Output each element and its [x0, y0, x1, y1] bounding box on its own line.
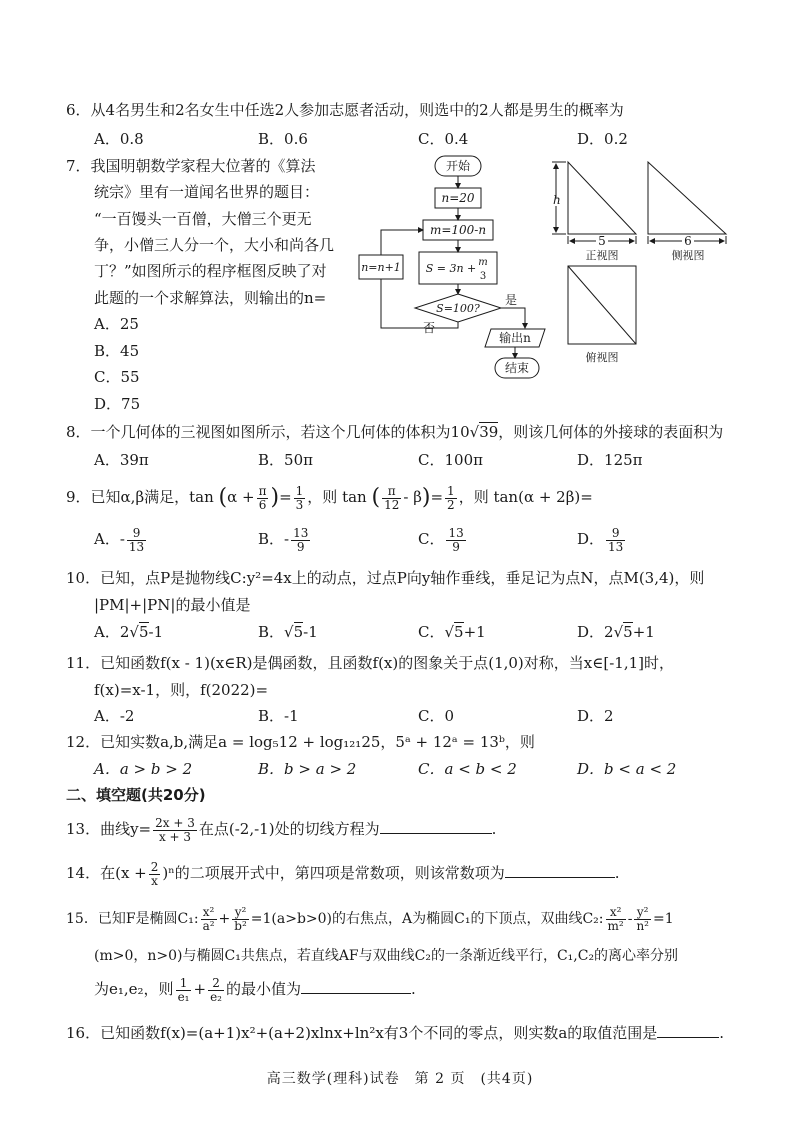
q13-frac: $\frac{2x + 3}{x + 3}$ [155, 815, 195, 844]
q9-frac-3: $\frac{\pi}{12}$ [384, 483, 400, 512]
q9-option-d: D． $\frac{9}{13}$ [577, 525, 624, 554]
q14-answer-blank[interactable] [505, 863, 615, 878]
q6-option-b: B．0.6 [258, 130, 308, 148]
paren-left-icon: ( [371, 485, 381, 510]
q8-stem [66, 421, 723, 443]
q12-option-a: A．a > b > 2 [94, 760, 193, 778]
front-width-label: 5 [598, 234, 606, 248]
q6-option-d: D．0.2 [577, 130, 628, 148]
q14-frac: $\frac{2}{x}$ [150, 859, 159, 888]
q8-option-a: A．39π [94, 451, 149, 469]
q10-option-a: A．2√5-1 [94, 623, 164, 641]
assign-text: m=100-n [429, 223, 487, 237]
q9-p3: ，则 tan [307, 488, 367, 506]
end-text: 结束 [504, 361, 530, 375]
q7-line-6: 此题的一个求解算法，则输出的n= [94, 289, 327, 307]
paren-left-icon: ( [218, 485, 228, 510]
q7-option-a: A．25 [94, 315, 139, 333]
increment-text: n=n+1 [361, 261, 401, 274]
flowchart-yes-line [355, 152, 560, 384]
side-width-label: 6 [684, 234, 692, 248]
q11-line-1: 11．已知函数f(x - 1)(x∈R)是偶函数，且函数f(x)的图象关于点(1,0)对称，当x∈[-1,1]时， [66, 654, 674, 672]
q7-option-d: D．75 [94, 395, 141, 413]
yes-label: 是 [505, 293, 518, 307]
q11-option-b: B．-1 [258, 707, 299, 725]
q9-p1: 9．已知α,β满足，tan [66, 488, 214, 506]
q16-stem: 16．已知函数f(x)=(a+1)x²+(a+2)xlnx+ln²x有3个不同的零点，则实数a的取值范围是 . [66, 1024, 725, 1042]
q9-arg2-suffix: - β [403, 488, 422, 506]
q7-line-3: “一百馒头一百僧，大僧三个更无 [94, 210, 312, 228]
q6-option-c: C．0.4 [418, 130, 469, 148]
q15-line-3: 为e₁,e₂，则 $\frac{1}{\text{e₁}}$ + $\frac{2}{\text{e₂}}$ 的最小值为 . [94, 975, 416, 1004]
q8-option-c: C．100π [418, 451, 483, 469]
q8-radicand: 39 [479, 423, 499, 441]
q13-p2: 在点(-2,-1)处的切线方程为 [198, 820, 380, 838]
q8-option-d: D．125π [577, 451, 643, 469]
h-label: h [553, 193, 561, 207]
formula-prefix: S = 3n + [425, 262, 477, 275]
q10-option-d: D．2√5+1 [577, 623, 655, 641]
front-view-triangle [568, 162, 636, 234]
q13-p1: 13．曲线y= [66, 820, 152, 838]
q8-stem-after: ，则该几何体的外接球的表面积为 [498, 423, 724, 441]
q15-line-2: (m>0，n>0)与椭圆C₁共焦点，若直线AF与双曲线C₂的一条渐近线平行，C₁,C₂的离心率分别 [94, 948, 679, 964]
q9-arg1-prefix: α + [227, 488, 255, 506]
top-view-label: 俯视图 [585, 351, 619, 364]
side-view-label: 侧视图 [671, 249, 705, 262]
q10-line-2: |PM|+|PN|的最小值是 [94, 596, 251, 614]
q15-line-1: 15．已知F是椭圆C₁: $\frac{\text{x²}}{\text{a²}}$ + $\frac{\text{y²}}{\text{b²}}$ =1(a>b>0)的右焦点，A为椭圆C₁的下顶点，双曲线C₂: $\frac{\text{x²}}{\text{m²}}$ - $\frac{\text{y²}}{\text{n²}}$ =1 [66, 904, 674, 933]
q6-stem: 6．从4名男生和2名女生中任选2人参加志愿者活动，则选中的2人都是男生的概率为 [66, 101, 624, 119]
q10-option-c: C．√5+1 [418, 623, 486, 641]
q7-line-5: 丁？”如图所示的程序框图反映了对 [94, 262, 327, 280]
q7-line-2: 统宗》里有一道闻名世界的题目： [94, 183, 320, 201]
q9-stem [66, 482, 593, 513]
start-text: 开始 [445, 159, 471, 173]
q8-option-b: B．50π [258, 451, 313, 469]
sqrt-icon: √ [469, 423, 480, 441]
side-view-triangle [648, 162, 726, 234]
condition-text: S=100? [436, 302, 480, 315]
q14-stem: 14．在(x + $\frac{2}{x}$ )ⁿ的二项展开式中，第四项是常数项，则该常数项为 . [66, 859, 620, 888]
q7-line-1: 7．我国明朝数学家程大位著的《算法 [66, 157, 316, 175]
q12-option-c: C．a < b < 2 [418, 760, 517, 778]
q9-frac-2: $\frac{1}{3}$ [295, 483, 304, 512]
output-text: 输出n [499, 331, 531, 345]
q13-answer-blank[interactable] [380, 819, 492, 834]
q10-option-b: B．√5-1 [258, 623, 318, 641]
formula-den: 3 [479, 271, 487, 282]
q16-answer-blank[interactable] [657, 1023, 719, 1038]
q14-p1: 14．在(x + [66, 864, 147, 882]
init-text: n=20 [441, 191, 475, 205]
front-view-label: 正视图 [585, 249, 619, 262]
paren-right-icon: ) [270, 485, 280, 510]
q14-p2: )ⁿ的二项展开式中，第四项是常数项，则该常数项为 [162, 864, 505, 882]
q7-option-b: B．45 [94, 342, 140, 360]
q9-frac-1: $\frac{\pi}{6}$ [258, 483, 267, 512]
no-label: 否 [423, 321, 436, 335]
q9-option-a: A．- $\frac{9}{13}$ [94, 525, 145, 554]
q11-option-c: C．0 [418, 707, 455, 725]
q9-option-c: C． $\frac{13}{9}$ [418, 525, 464, 554]
formula-num: m [478, 257, 488, 268]
q9-p2: = [279, 488, 292, 506]
q9-frac-4: $\frac{1}{2}$ [447, 483, 455, 512]
q12-option-b: B．b > a > 2 [258, 760, 357, 778]
q9-p5: ，则 tan(α + 2β)= [458, 488, 593, 506]
paren-right-icon: ) [421, 485, 431, 510]
q9-option-b: B．- $\frac{13}{9}$ [258, 525, 309, 554]
q6-option-a: A．0.8 [94, 130, 144, 148]
q7-line-4: 争，小僧三人分一个，大小和尚各几 [94, 236, 335, 254]
section-2-title: 二、填空题(共20分) [66, 786, 206, 804]
q9-p4: = [430, 488, 444, 506]
q12-option-d: D．b < a < 2 [577, 760, 677, 778]
q12-stem: 12．已知实数a,b,满足a = log₅12 + log₁₂₁25，5ᵃ + 12ᵃ = 13ᵇ，则 [66, 733, 535, 751]
q11-line-2: f(x)=x-1，则，f(2022)= [94, 681, 269, 699]
q15-answer-blank[interactable] [301, 979, 411, 994]
q11-option-d: D．2 [577, 707, 614, 725]
q10-line-1: 10．已知，点P是抛物线C:y²=4x上的动点，过点P向y轴作垂线，垂足记为点N，点M(3,4)，则 [66, 569, 705, 587]
three-views [550, 158, 740, 376]
q7-option-c: C．55 [94, 368, 140, 386]
q13-stem: 13．曲线y= $\frac{2x + 3}{x + 3}$ 在点(-2,-1)处的切线方程为 . [66, 815, 497, 844]
page-footer: 高三数学(理科)试卷 第 2 页 (共4页) [266, 1071, 534, 1087]
q11-option-a: A．-2 [94, 707, 135, 725]
q8-stem-before: 8．一个几何体的三视图如图所示，若这个几何体的体积为10 [66, 423, 470, 441]
